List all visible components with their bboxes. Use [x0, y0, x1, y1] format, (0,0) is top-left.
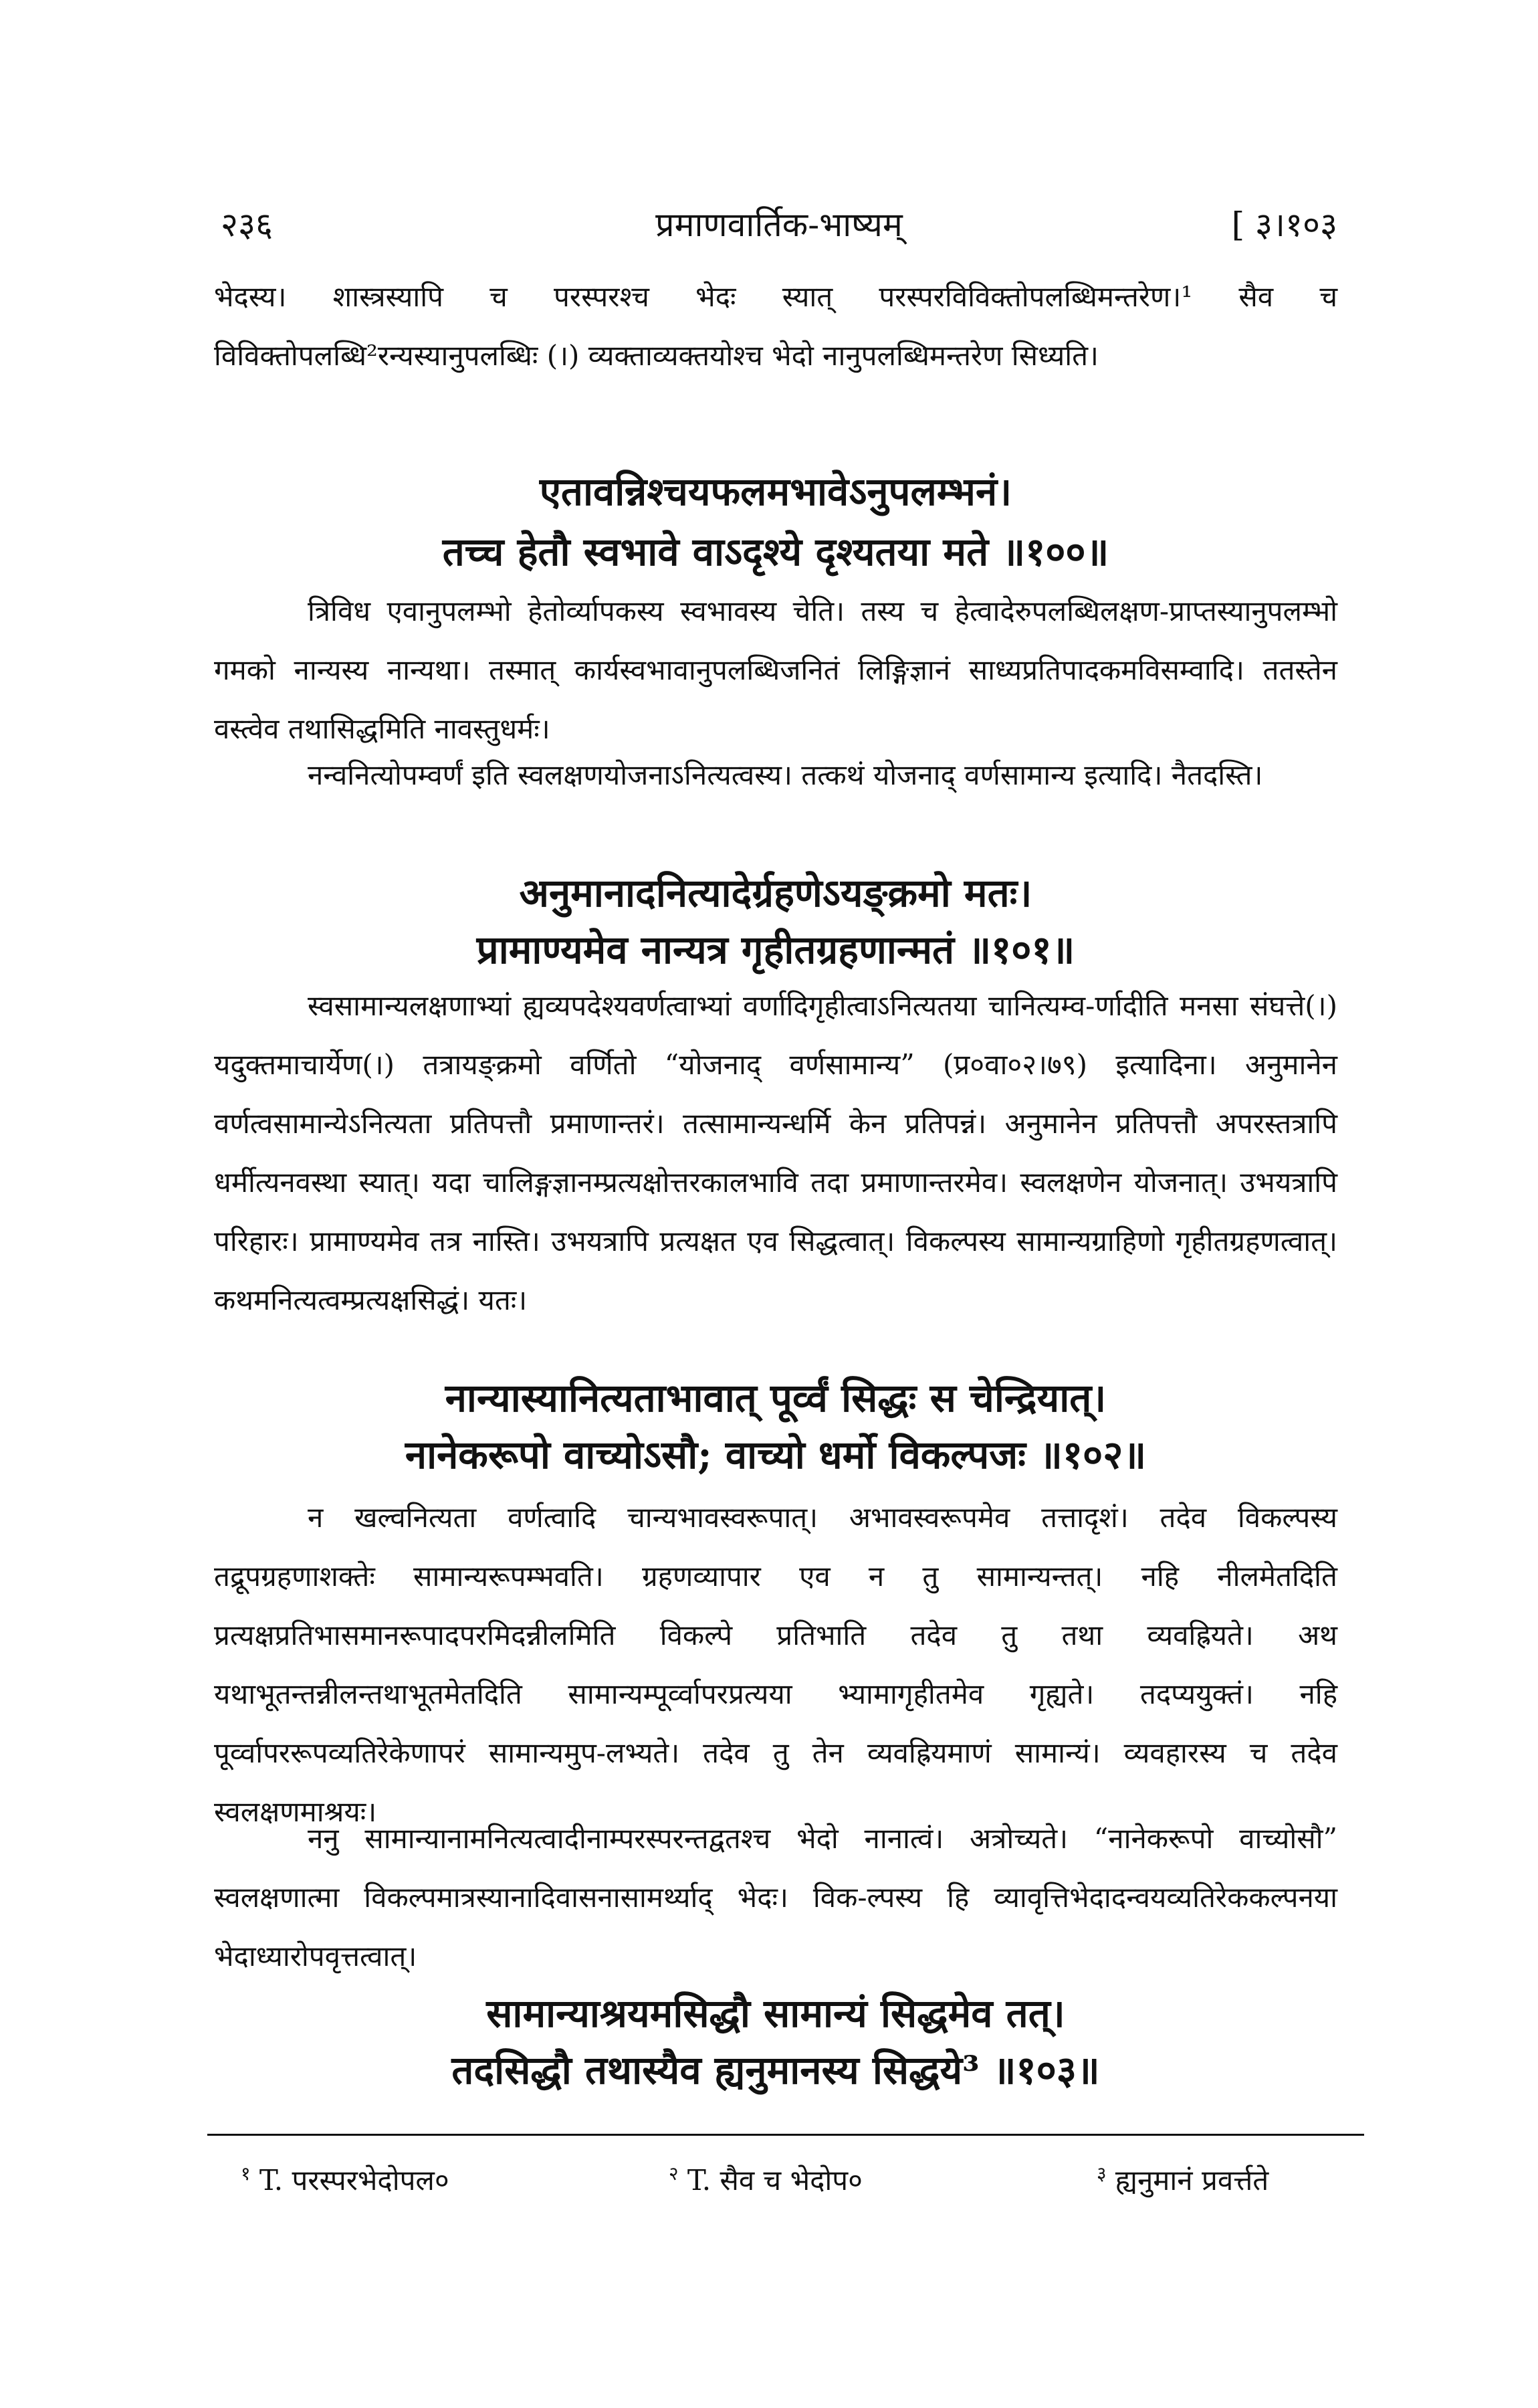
paragraph-2: त्रिविध एवानुपलम्भो हेतोर्व्यापकस्य स्वभावस्य चेति। तस्य च हेत्वादेरुपलब्धिलक्षण-प्राप्तस्यानुपलम्भो गमको नान्यस्य नान्यथा। तस्मात् कार्यस्वभावानुपलब्धिजनितं लिङ्गिज्ञानं साध्यप्रतिपादकमविसम्वादि। ततस्तेन वस्त्वेव तथासिद्धमिति नावस्तुधर्मः।	[214, 595, 1337, 745]
footnote-2-mark: २	[669, 2163, 679, 2185]
footnote-3-text: ह्यनुमानं प्रवर्त्तते	[1115, 2164, 1269, 2197]
footnote-2	[669, 2147, 863, 2207]
footnote-1-mark: १	[241, 2163, 251, 2185]
footnote-2-text: T. सैव च भेदोप०	[687, 2164, 863, 2197]
paragraph-3: नन्वनित्योपम्वर्णं इति स्वलक्षणयोजनाऽनित्यत्वस्य। तत्कथं योजनाद् वर्णसामान्य इत्यादि। नैतदस्ति।	[308, 759, 1263, 791]
paragraph-5: न खल्वनित्यता वर्णत्वादि चान्यभावस्वरूपात्। अभावस्वरूपमेव तत्तादृशं। तदेव विकल्पस्य तद्रूपग्रहणाशक्तेः सामान्यरूपम्भवति। ग्रहणव्यापार एव न तु सामान्यन्तत्। नहि नीलमेतदिति प्रत्यक्षप्रतिभासमानरूपादपरमिदन्नीलमिति विकल्पे प्रतिभाति तदेव तु तथा व्यवह्रियते। अथ यथाभूतन्तन्नीलन्तथाभूतमेतदिति सामान्यम्पूर्व्वापरप्रत्यया भ्यामागृहीतमेव गृह्यते। तदप्ययुक्तं। नहि पूर्व्वापररूपव्यतिरेकेणापरं सामान्यमुप-लभ्यते। तदेव तु तेन व्यवह्रियमाणं सामान्यं। व्यवहारस्य च तदेव स्वलक्षणमाश्रयः।	[214, 1501, 1337, 1828]
verse-100-line-1: एतावन्निश्चयफलमभावेऽनुपलम्भनं।	[539, 469, 1012, 514]
running-title: प्रमाणवार्तिक-भाष्यम्	[655, 205, 903, 244]
footnote-3-mark: ३	[1097, 2163, 1107, 2185]
paragraph-6: ननु सामान्यानामनित्यत्वादीनाम्परस्परन्तद्वतश्च भेदो नानात्वं। अत्रोच्यते। “नानेकरूपो वाच्योसौ” स्वलक्षणात्मा विकल्पमात्रस्यानादिवासनासामर्थ्याद् भेदः। विक-ल्पस्य हि व्यावृत्तिभेदादन्वयव्यतिरेककल्पनया भेदाध्यारोपवृत्तत्वात्।	[214, 1822, 1337, 1973]
footnote-1	[241, 2147, 449, 2207]
footnote-3	[1097, 2147, 1269, 2207]
verse-100-line-2: तच्च हेतौ स्वभावे वाऽदृश्ये दृश्यतया मते ॥१००॥	[442, 529, 1109, 575]
paragraph-1: भेदस्य। शास्त्रस्यापि च परस्परश्च भेदः स्यात् परस्परविविक्तोपलब्धिमन्तरेण।¹ सैव च विविक्तोपलब्धि²रन्यस्यानुपलब्धिः (।) व्यक्ताव्यक्तयोश्च भेदो नानुपलब्धिमन्तरेण सिध्यति।	[214, 280, 1337, 372]
verse-101-line-2: प्रामाण्यमेव नान्यत्र गृहीतग्रहणान्मतं ॥१०१॥	[476, 927, 1075, 973]
page-number: २३६	[221, 205, 273, 244]
verse-103-line-1: सामान्याश्रयमसिद्धौ सामान्यं सिद्धमेव तत्।	[486, 1991, 1065, 2036]
footnote-divider	[207, 2134, 1364, 2136]
verse-reference: [ ३।१०३	[1231, 205, 1337, 244]
verse-102-line-1: नान्यास्यानित्यताभावात् पूर्व्वं सिद्धः स चेन्द्रियात्।	[445, 1375, 1107, 1421]
verse-101-line-1: अनुमानादनित्यादेर्ग्रहणेऽयङ्क्रमो मतः।	[519, 870, 1032, 916]
verse-103-line-2: तदसिद्धौ तथास्यैव ह्यनुमानस्य सिद्धये³ ॥१०३॥	[451, 2047, 1100, 2093]
footnote-1-text: T. परस्परभेदोपल०	[259, 2164, 449, 2197]
paragraph-4: स्वसामान्यलक्षणाभ्यां ह्यव्यपदेश्यवर्णत्वाभ्यां वर्णादिगृहीत्वाऽनित्यतया चानित्यम्व-र्णादीति मनसा संघत्ते(।) यदुक्तमाचार्येण(।) तत्रायङ्क्रमो वर्णितो “योजनाद् वर्णसामान्य” (प्र०वा०२।७९) इत्यादिना। अनुमानेन वर्णत्वसामान्येऽनित्यता प्रतिपत्तौ प्रमाणान्तरं। तत्सामान्यन्धर्मि केन प्रतिपन्नं। अनुमानेन प्रतिपत्तौ अपरस्तत्रापि धर्मीत्यनवस्था स्यात्। यदा चालिङ्गज्ञानम्प्रत्यक्षोत्तरकालभावि तदा प्रमाणान्तरमेव। स्वलक्षणेन योजनात्। उभयत्रापि परिहारः। प्रामाण्यमेव तत्र नास्ति। उभयत्रापि प्रत्यक्षत एव सिद्धत्वात्। विकल्पस्य सामान्यग्राहिणो गृहीतग्रहणत्वात्। कथमनित्यत्वम्प्रत्यक्षसिद्धं। यतः।	[214, 989, 1337, 1316]
verse-102-line-2: नानेकरूपो वाच्योऽसौ; वाच्यो धर्मो विकल्पजः ॥१०२॥	[405, 1432, 1147, 1478]
page-header	[221, 201, 1337, 254]
